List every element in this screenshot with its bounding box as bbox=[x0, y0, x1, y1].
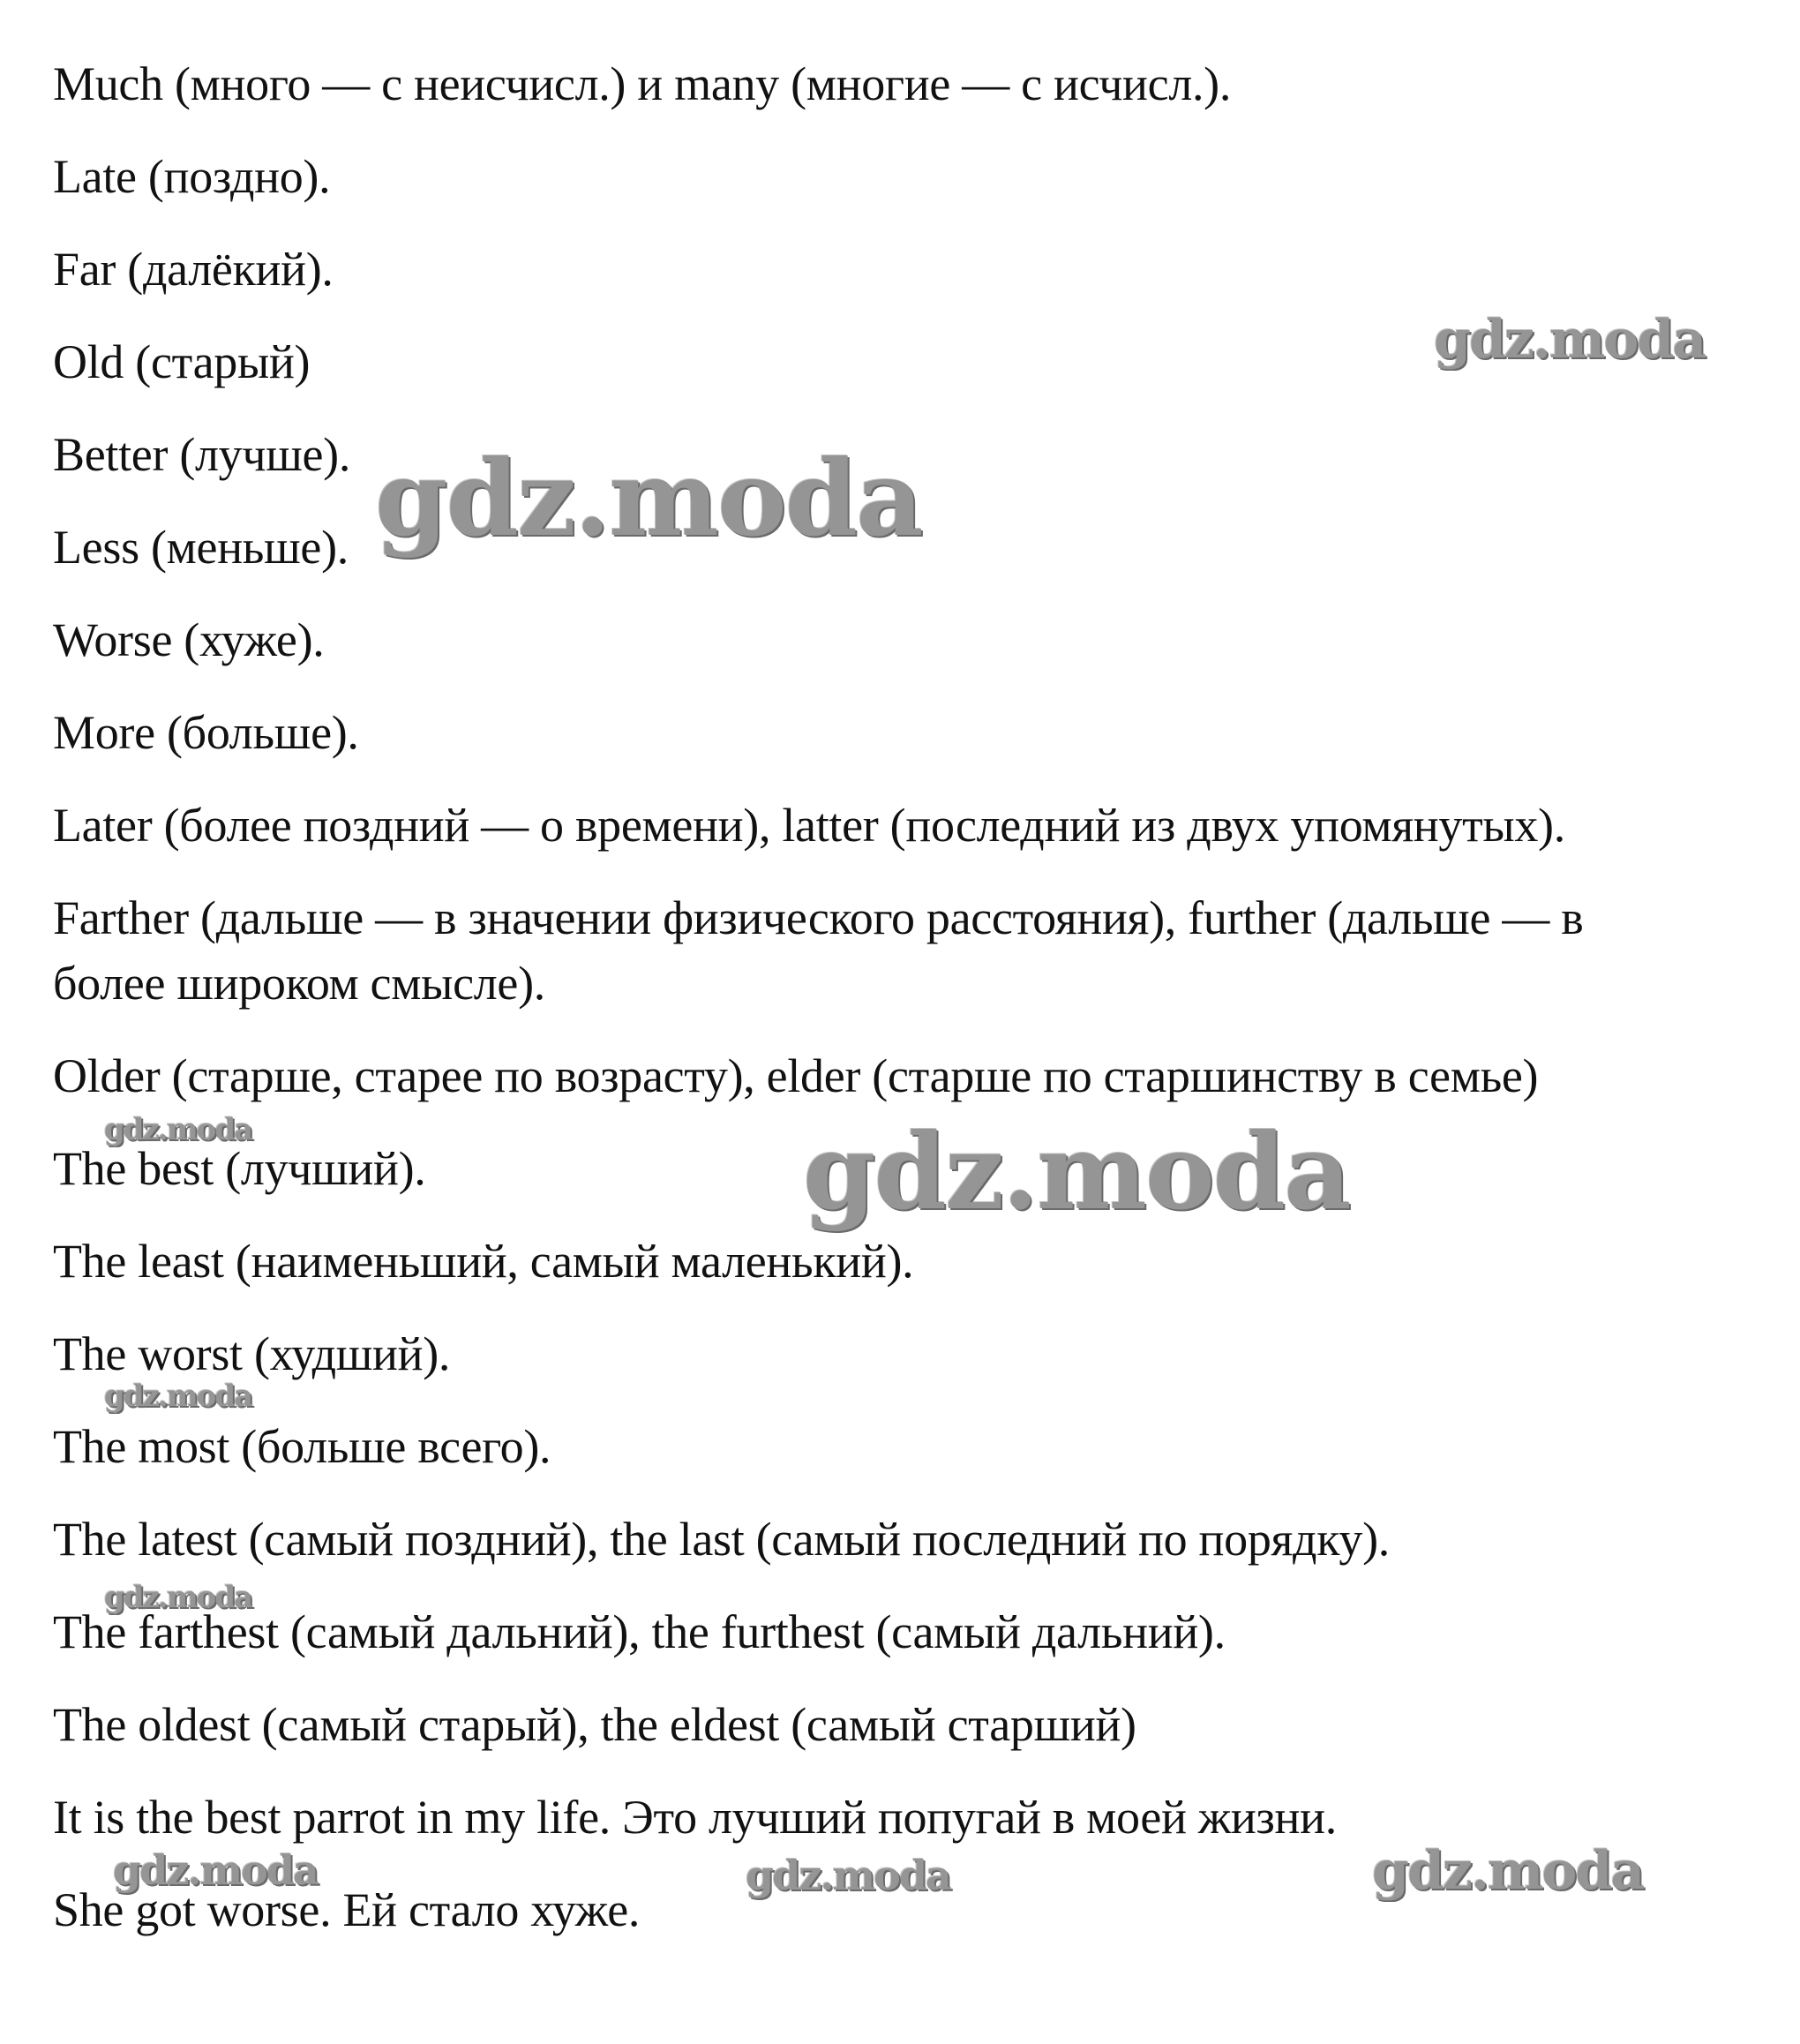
text-line: Far (далёкий). bbox=[53, 243, 334, 296]
text-line: Much (много — с неисчисл.) и many (многие — с исчисл.). bbox=[53, 57, 1232, 110]
watermark: gdz.moda bbox=[803, 1110, 1350, 1233]
text-line: Better (лучше). bbox=[53, 428, 351, 481]
text-line: More (больше). bbox=[53, 706, 359, 759]
watermark: gdz.moda bbox=[746, 1852, 950, 1899]
text-line: She got worse. Ей стало хуже. bbox=[53, 1883, 641, 1936]
text-line: The latest (самый поздний), the last (самый последний по порядку). bbox=[53, 1513, 1390, 1566]
text-line: Farther (дальше — в значении физического расстояния), further (дальше — в bbox=[53, 891, 1584, 944]
text-line: The worst (худший). bbox=[53, 1327, 451, 1380]
text-line: Late (поздно). bbox=[53, 150, 331, 203]
text-line: It is the best parrot in my life. Это лучший попугай в моей жизни. bbox=[53, 1791, 1337, 1844]
text-line: The least (наименьший, самый маленький). bbox=[53, 1235, 914, 1288]
text-line: The farthest (самый дальний), the furthest (самый дальний). bbox=[53, 1605, 1226, 1658]
watermark: gdz.moda bbox=[104, 1580, 252, 1615]
watermark: gdz.moda bbox=[375, 437, 922, 560]
text-line: The most (больше всего). bbox=[53, 1420, 551, 1473]
text-line: Older (старше, старее по возрасту), elder (старше по старшинству в семье) bbox=[53, 1049, 1539, 1102]
watermark: gdz.moda bbox=[1434, 309, 1706, 371]
watermark: gdz.moda bbox=[104, 1379, 252, 1414]
watermark: gdz.moda bbox=[113, 1846, 318, 1894]
text-line: The oldest (самый старый), the eldest (самый старший) bbox=[53, 1698, 1136, 1751]
text-line: Later (более поздний — о времени), latter (последний из двух упомянутых). bbox=[53, 799, 1565, 852]
text-line: более широком смысле). bbox=[53, 957, 545, 1010]
text-line: The best (лучший). bbox=[53, 1142, 426, 1195]
watermark: gdz.moda bbox=[1372, 1840, 1644, 1902]
text-line: Old (старый) bbox=[53, 335, 311, 388]
watermark: gdz.moda bbox=[104, 1112, 252, 1147]
text-line: Less (меньше). bbox=[53, 521, 349, 574]
text-line: Worse (хуже). bbox=[53, 613, 325, 666]
